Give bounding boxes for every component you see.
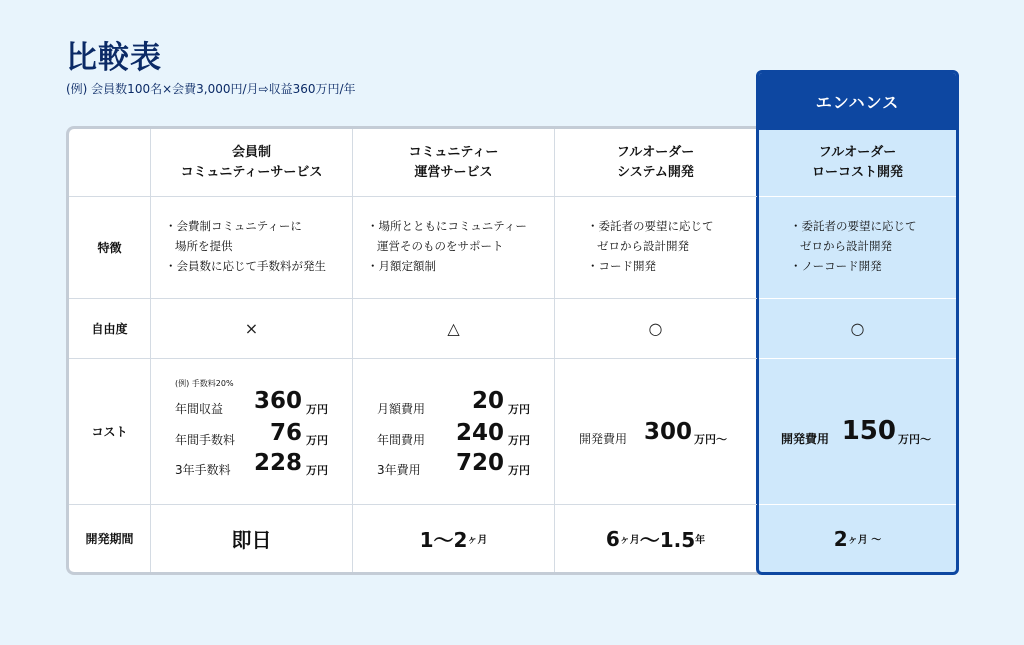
cost-unit: 万円 [508,434,530,447]
cost-unit: 万円〜 [898,433,931,446]
features-low-cost [790,216,917,276]
cost-value: 20 [471,388,504,414]
period-value: 2 [833,526,848,551]
freedom-low-cost: ○ [850,319,865,338]
cost-label: 3年費用 [377,463,421,477]
feature-item: ・ 会員数に応じて手数料が発生 [165,256,326,276]
feature-item: ・ 月額定額制 [367,256,527,276]
cost-value: 240 [455,420,504,446]
page-subtitle: (例) 会員数100名×会費3,000円/月⇨収益360万円/年 [66,82,356,96]
period-unit: ヶ月 [467,535,488,546]
feature-item: ・ 委託者の要望に応じて ゼロから設計開発 [587,216,714,256]
grid-line [759,196,956,197]
period-unit: ヶ月 [619,535,640,546]
grid-line [69,196,757,197]
cost-value: 360 [253,388,302,414]
cost-value: 300 [643,419,692,445]
cost-value: 150 [841,416,896,446]
cost-value: 228 [253,450,302,476]
column-header-membership: 会員制 コミュニティーサービス [180,144,323,180]
cost-value: 720 [455,450,504,476]
column-header-community: コミュニティー 運営サービス [408,144,499,180]
highlight-label: エンハンス [759,73,956,130]
column-header-low-cost: フルオーダー ローコスト開発 [811,144,903,180]
period-full-order [555,505,756,572]
cost-label: 開発費用 [781,432,830,446]
period-value: 1〜2 [419,528,468,552]
period-low-cost [759,505,956,572]
cost-label: 3年手数料 [175,463,231,477]
period-unit: 年 [695,535,706,546]
cost-label: 開発費用 [579,432,628,446]
cost-value: 76 [269,420,302,446]
cost-label: 年間手数料 [175,433,236,447]
row-header-freedom: 自由度 [91,322,128,336]
cost-label: 月額費用 [377,402,426,416]
cost-note: (例) 手数料20% [175,379,234,388]
period-value: 即日 [231,528,272,552]
cost-label: 年間費用 [377,433,426,447]
period-community [353,505,554,572]
features-full-order [587,216,714,276]
feature-item: ・ 場所とともにコミュニティー 運営そのものをサポート [367,216,527,256]
cost-unit: 万円 [508,464,530,477]
cost-unit: 万円 [306,464,328,477]
cost-unit: 万円 [306,434,328,447]
period-value: 〜1.5 [639,528,696,552]
cost-unit: 万円〜 [694,433,727,446]
column-header-full-order: フルオーダー システム開発 [616,144,695,180]
row-header-cost: コスト [91,425,128,439]
feature-item: ・ 委託者の要望に応じて ゼロから設計開発 [790,216,917,256]
row-header-period: 開発期間 [85,532,134,546]
freedom-full-order: ○ [648,319,663,338]
period-value: 6 [605,526,620,551]
cost-label: 年間収益 [175,402,224,416]
cost-unit: 万円 [508,403,530,416]
feature-item: ・ コード開発 [587,256,714,276]
grid-line [69,358,757,359]
grid-line [759,358,956,359]
row-header-features: 特徴 [97,241,122,255]
page-title: 比較表 [66,40,162,76]
features-membership [165,216,326,276]
period-membership [151,505,352,572]
freedom-community: △ [447,319,460,338]
features-community [367,216,527,276]
feature-item: ・ 会費制コミュニティーに 場所を提供 [165,216,326,256]
freedom-membership: × [244,319,259,338]
period-unit: ヶ月 〜 [847,535,882,546]
feature-item: ・ ノーコード開発 [790,256,917,276]
cost-unit: 万円 [306,403,328,416]
